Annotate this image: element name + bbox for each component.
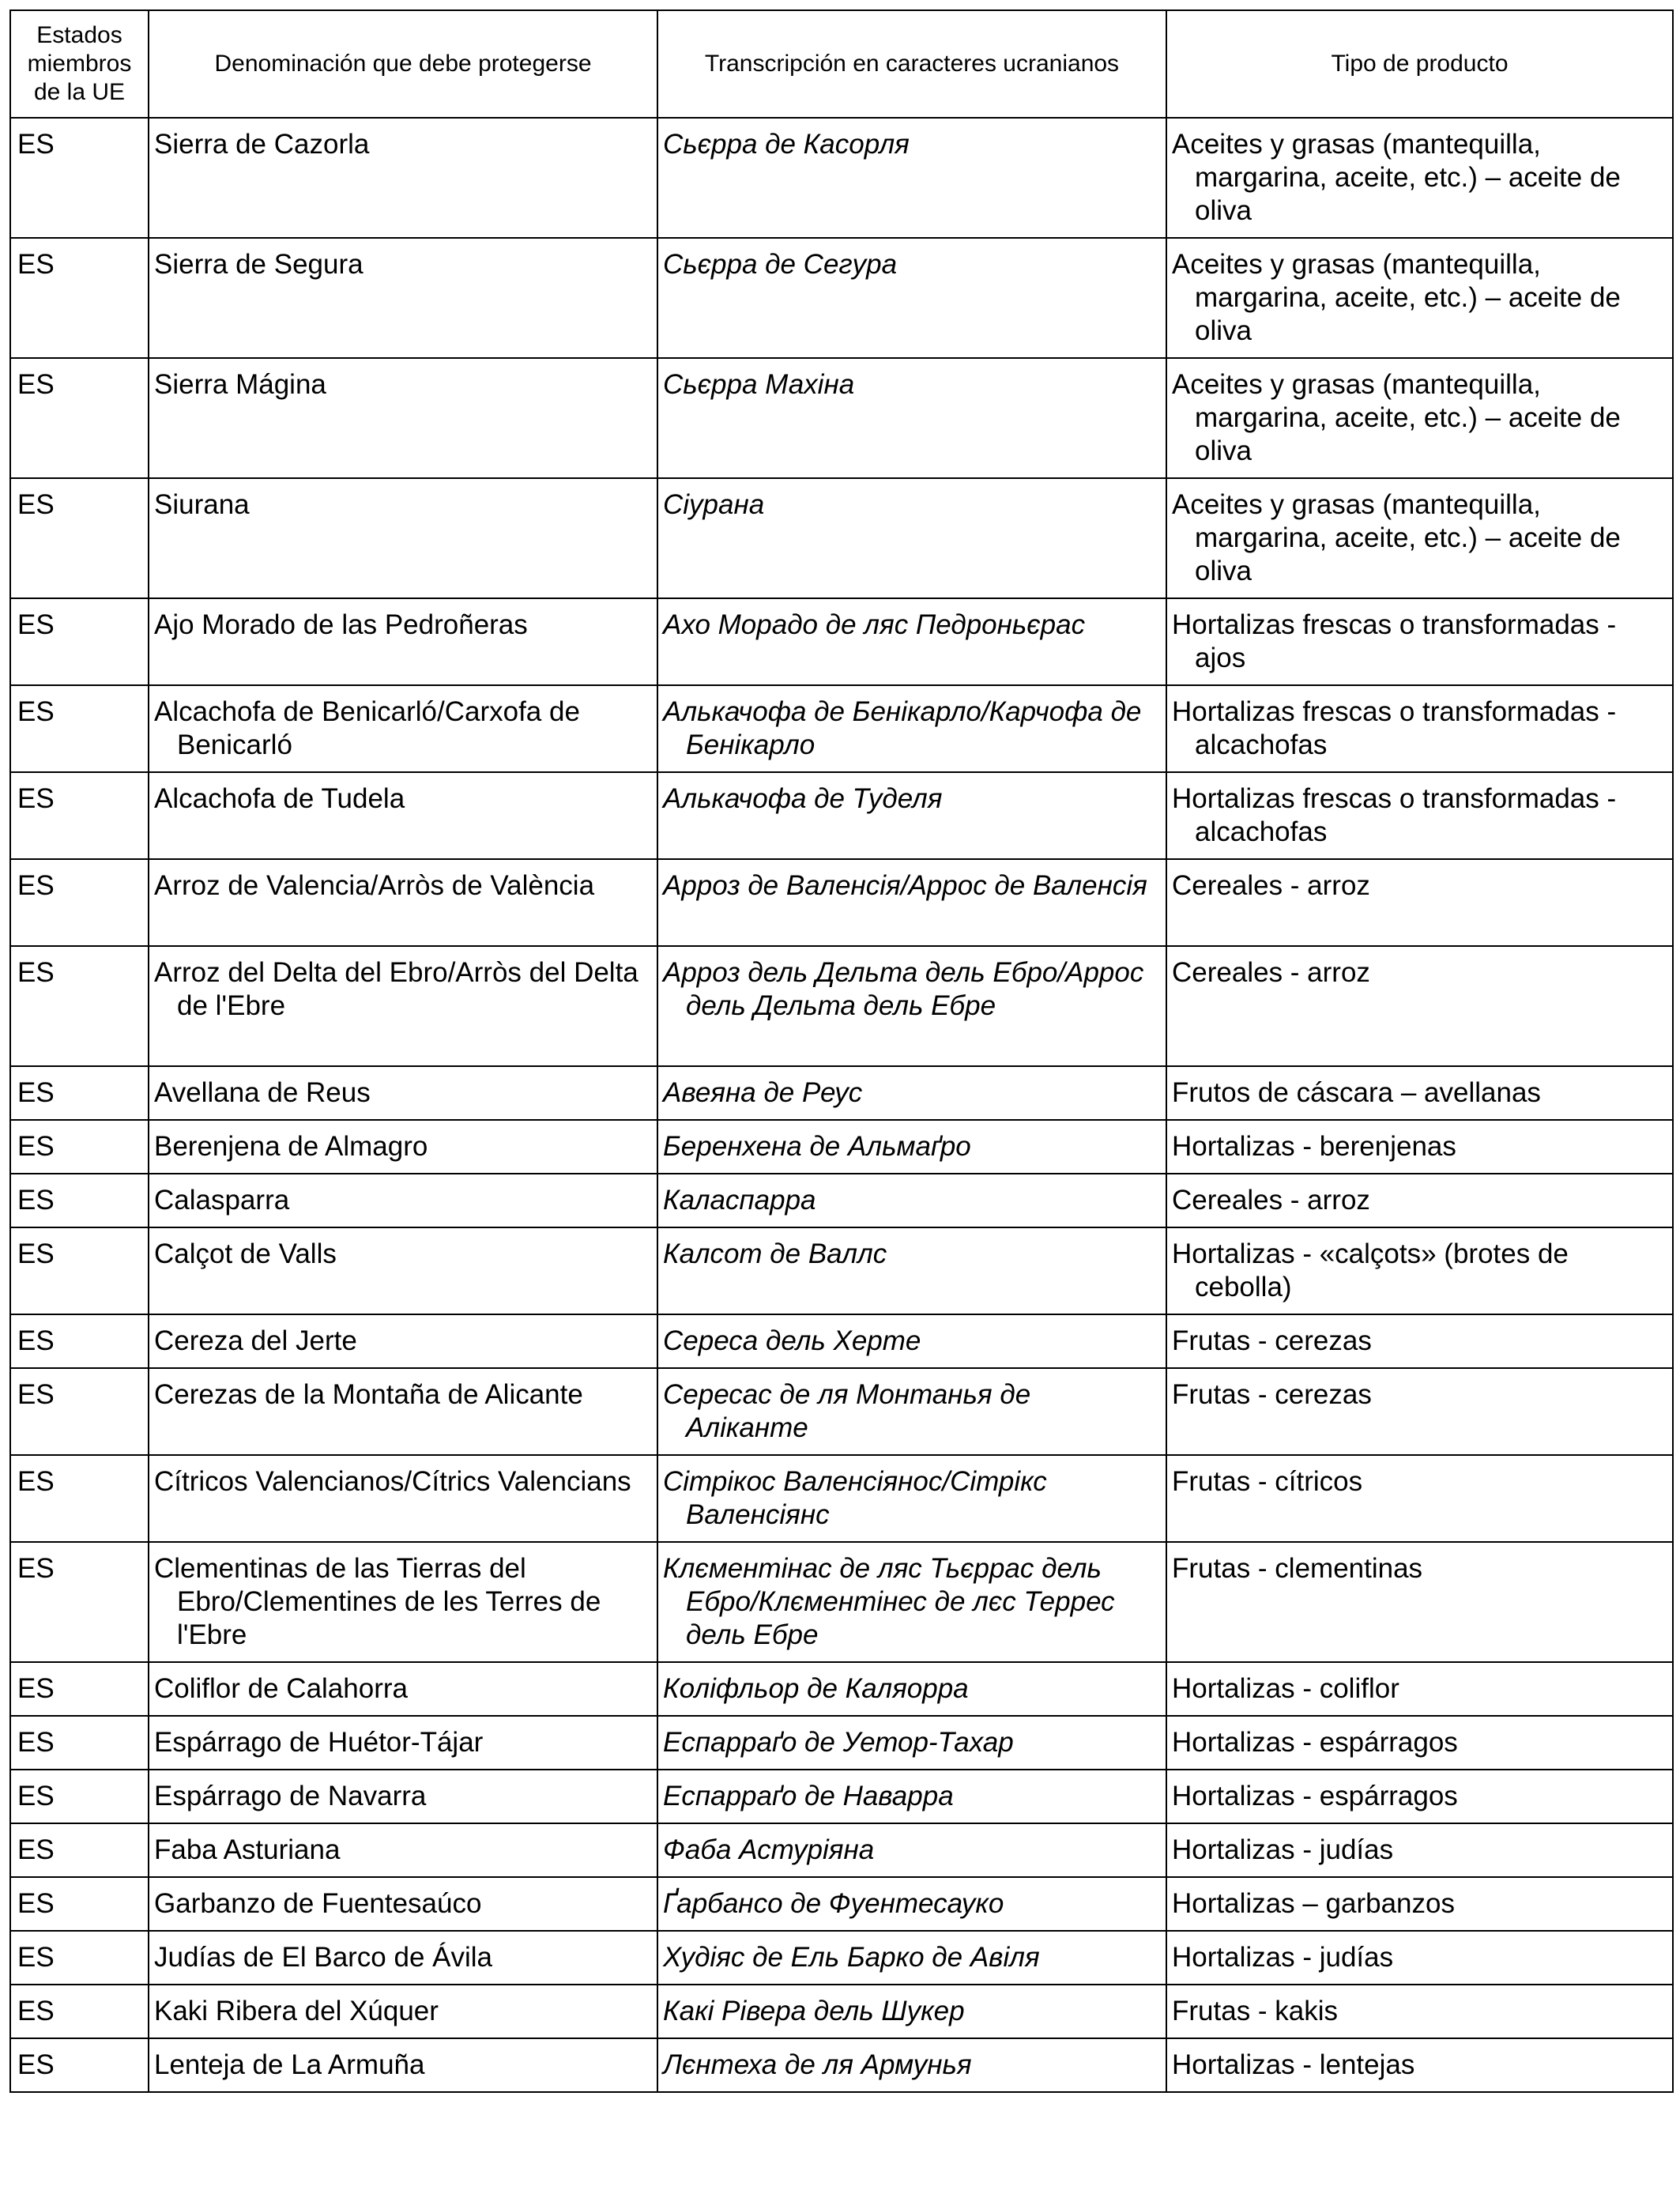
cell-type: Frutas - cítricos xyxy=(1166,1455,1673,1542)
cell-name: Kaki Ribera del Xúquer xyxy=(149,1985,657,2038)
cell-transcription: Каласпарра xyxy=(657,1174,1166,1227)
table-row xyxy=(10,1985,1673,2038)
cell-state: ES xyxy=(10,1455,149,1542)
header-member-states: Estados miembros de la UE xyxy=(10,10,149,118)
cell-state: ES xyxy=(10,118,149,238)
table-row xyxy=(10,1662,1673,1716)
cell-transcription: Авеяна де Реус xyxy=(657,1066,1166,1120)
cell-transcription: Лєнтеха де ля Армунья xyxy=(657,2038,1166,2092)
cell-type: Frutas - cerezas xyxy=(1166,1314,1673,1368)
cell-type: Frutas - cerezas xyxy=(1166,1368,1673,1455)
cell-name: Clementinas de las Tierras del Ebro/Clementines de les Terres de l'Ebre xyxy=(149,1542,657,1662)
cell-type: Cereales - arroz xyxy=(1166,1174,1673,1227)
table-row xyxy=(10,1066,1673,1120)
cell-state: ES xyxy=(10,1314,149,1368)
cell-transcription: Клєментінас де ляс Тьєррас дель Ебро/Клєментінес де лєс Террес дель Ебре xyxy=(657,1542,1166,1662)
table-row xyxy=(10,1877,1673,1931)
cell-transcription: Ахо Морадо де ляс Педроньєрас xyxy=(657,598,1166,685)
cell-transcription: Фаба Астуріяна xyxy=(657,1823,1166,1877)
cell-type: Hortalizas – garbanzos xyxy=(1166,1877,1673,1931)
cell-type: Aceites y grasas (mantequilla, margarina, aceite, etc.) – aceite de oliva xyxy=(1166,238,1673,358)
cell-state: ES xyxy=(10,1120,149,1174)
table-row xyxy=(10,1716,1673,1770)
cell-transcription: Сьєрра де Касорля xyxy=(657,118,1166,238)
table-row xyxy=(10,1174,1673,1227)
cell-name: Ajo Morado de las Pedroñeras xyxy=(149,598,657,685)
cell-transcription: Ґарбансо де Фуентесауко xyxy=(657,1877,1166,1931)
table-row xyxy=(10,2038,1673,2092)
table-row xyxy=(10,685,1673,772)
cell-type: Hortalizas - espárragos xyxy=(1166,1770,1673,1823)
cell-name: Lenteja de La Armuña xyxy=(149,2038,657,2092)
cell-state: ES xyxy=(10,1770,149,1823)
cell-name: Alcachofa de Tudela xyxy=(149,772,657,859)
cell-name: Sierra de Cazorla xyxy=(149,118,657,238)
cell-type: Frutas - kakis xyxy=(1166,1985,1673,2038)
cell-state: ES xyxy=(10,2038,149,2092)
cell-transcription: Арроз де Валенсія/Аррос де Валенсія xyxy=(657,859,1166,946)
cell-name: Faba Asturiana xyxy=(149,1823,657,1877)
table-row xyxy=(10,1314,1673,1368)
table-row xyxy=(10,946,1673,1066)
cell-transcription: Какі Рівера дель Шукер xyxy=(657,1985,1166,2038)
cell-transcription: Еспарраґо де Уетор-Тахар xyxy=(657,1716,1166,1770)
cell-type: Hortalizas - coliflor xyxy=(1166,1662,1673,1716)
cell-name: Avellana de Reus xyxy=(149,1066,657,1120)
cell-name: Espárrago de Navarra xyxy=(149,1770,657,1823)
protected-names-table xyxy=(9,9,1674,2093)
cell-transcription: Беренхена де Альмаґро xyxy=(657,1120,1166,1174)
cell-transcription: Арроз дель Дельта дель Ебро/Аррос дель Дельта дель Ебре xyxy=(657,946,1166,1066)
cell-state: ES xyxy=(10,598,149,685)
cell-state: ES xyxy=(10,859,149,946)
cell-state: ES xyxy=(10,1368,149,1455)
cell-type: Hortalizas - espárragos xyxy=(1166,1716,1673,1770)
cell-type: Hortalizas - judías xyxy=(1166,1823,1673,1877)
cell-transcription: Сьєрра Махіна xyxy=(657,358,1166,478)
cell-name: Coliflor de Calahorra xyxy=(149,1662,657,1716)
table-row xyxy=(10,358,1673,478)
cell-type: Aceites y grasas (mantequilla, margarina, aceite, etc.) – aceite de oliva xyxy=(1166,478,1673,598)
header-protected-name: Denominación que debe protegerse xyxy=(149,10,657,118)
cell-state: ES xyxy=(10,1066,149,1120)
cell-type: Hortalizas frescas o transformadas - alcachofas xyxy=(1166,685,1673,772)
cell-name: Garbanzo de Fuentesaúco xyxy=(149,1877,657,1931)
cell-name: Arroz de Valencia/Arròs de València xyxy=(149,859,657,946)
cell-transcription: Еспарраґо де Наварра xyxy=(657,1770,1166,1823)
cell-name: Sierra de Segura xyxy=(149,238,657,358)
cell-state: ES xyxy=(10,1985,149,2038)
cell-name: Cereza del Jerte xyxy=(149,1314,657,1368)
cell-name: Judías de El Barco de Ávila xyxy=(149,1931,657,1985)
cell-transcription: Сьєрра де Сегура xyxy=(657,238,1166,358)
table-row xyxy=(10,118,1673,238)
cell-type: Hortalizas - «calçots» (brotes de cebolla) xyxy=(1166,1227,1673,1314)
table-row xyxy=(10,598,1673,685)
cell-state: ES xyxy=(10,358,149,478)
cell-type: Hortalizas frescas o transformadas - ajos xyxy=(1166,598,1673,685)
cell-transcription: Коліфльор де Каляорра xyxy=(657,1662,1166,1716)
table-row xyxy=(10,1823,1673,1877)
cell-state: ES xyxy=(10,1716,149,1770)
cell-state: ES xyxy=(10,1227,149,1314)
cell-transcription: Худіяс де Ель Барко де Авіля xyxy=(657,1931,1166,1985)
cell-state: ES xyxy=(10,1662,149,1716)
cell-type: Cereales - arroz xyxy=(1166,946,1673,1066)
table-row xyxy=(10,1227,1673,1314)
cell-name: Siurana xyxy=(149,478,657,598)
cell-name: Calasparra xyxy=(149,1174,657,1227)
cell-transcription: Сітрікос Валенсіянос/Сітрікс Валенсіянс xyxy=(657,1455,1166,1542)
cell-type: Frutos de cáscara – avellanas xyxy=(1166,1066,1673,1120)
cell-state: ES xyxy=(10,1174,149,1227)
table-row xyxy=(10,1770,1673,1823)
table-row xyxy=(10,1542,1673,1662)
cell-transcription: Алькачофа де Бенікарло/Карчофа де Бенікарло xyxy=(657,685,1166,772)
cell-name: Cerezas de la Montaña de Alicante xyxy=(149,1368,657,1455)
cell-name: Espárrago de Huétor-Tájar xyxy=(149,1716,657,1770)
cell-type: Cereales - arroz xyxy=(1166,859,1673,946)
table-row xyxy=(10,1931,1673,1985)
table-header-row xyxy=(10,10,1673,118)
cell-state: ES xyxy=(10,1931,149,1985)
cell-state: ES xyxy=(10,1877,149,1931)
table-row xyxy=(10,238,1673,358)
cell-transcription: Сереса дель Херте xyxy=(657,1314,1166,1368)
cell-type: Aceites y grasas (mantequilla, margarina, aceite, etc.) – aceite de oliva xyxy=(1166,358,1673,478)
header-ukrainian-transcription: Transcripción en caracteres ucranianos xyxy=(657,10,1166,118)
cell-state: ES xyxy=(10,946,149,1066)
cell-type: Hortalizas - lentejas xyxy=(1166,2038,1673,2092)
table-row xyxy=(10,772,1673,859)
document-page xyxy=(9,9,1674,2093)
cell-transcription: Алькачофа де Туделя xyxy=(657,772,1166,859)
header-product-type: Tipo de producto xyxy=(1166,10,1673,118)
cell-name: Arroz del Delta del Ebro/Arròs del Delta de l'Ebre xyxy=(149,946,657,1066)
table-row xyxy=(10,1120,1673,1174)
cell-transcription: Сіурана xyxy=(657,478,1166,598)
cell-state: ES xyxy=(10,478,149,598)
cell-type: Hortalizas frescas o transformadas - alcachofas xyxy=(1166,772,1673,859)
cell-state: ES xyxy=(10,1542,149,1662)
cell-name: Berenjena de Almagro xyxy=(149,1120,657,1174)
cell-type: Hortalizas - berenjenas xyxy=(1166,1120,1673,1174)
cell-transcription: Калсот де Валлс xyxy=(657,1227,1166,1314)
cell-type: Aceites y grasas (mantequilla, margarina, aceite, etc.) – aceite de oliva xyxy=(1166,118,1673,238)
cell-name: Alcachofa de Benicarló/Carxofa de Benicarló xyxy=(149,685,657,772)
cell-transcription: Сересас де ля Монтанья де Аліканте xyxy=(657,1368,1166,1455)
cell-state: ES xyxy=(10,685,149,772)
table-row xyxy=(10,1455,1673,1542)
table-row xyxy=(10,478,1673,598)
cell-state: ES xyxy=(10,772,149,859)
cell-name: Calçot de Valls xyxy=(149,1227,657,1314)
table-row xyxy=(10,859,1673,946)
cell-name: Sierra Mágina xyxy=(149,358,657,478)
cell-name: Cítricos Valencianos/Cítrics Valencians xyxy=(149,1455,657,1542)
table-row xyxy=(10,1368,1673,1455)
cell-type: Hortalizas - judías xyxy=(1166,1931,1673,1985)
cell-state: ES xyxy=(10,238,149,358)
cell-type: Frutas - clementinas xyxy=(1166,1542,1673,1662)
cell-state: ES xyxy=(10,1823,149,1877)
